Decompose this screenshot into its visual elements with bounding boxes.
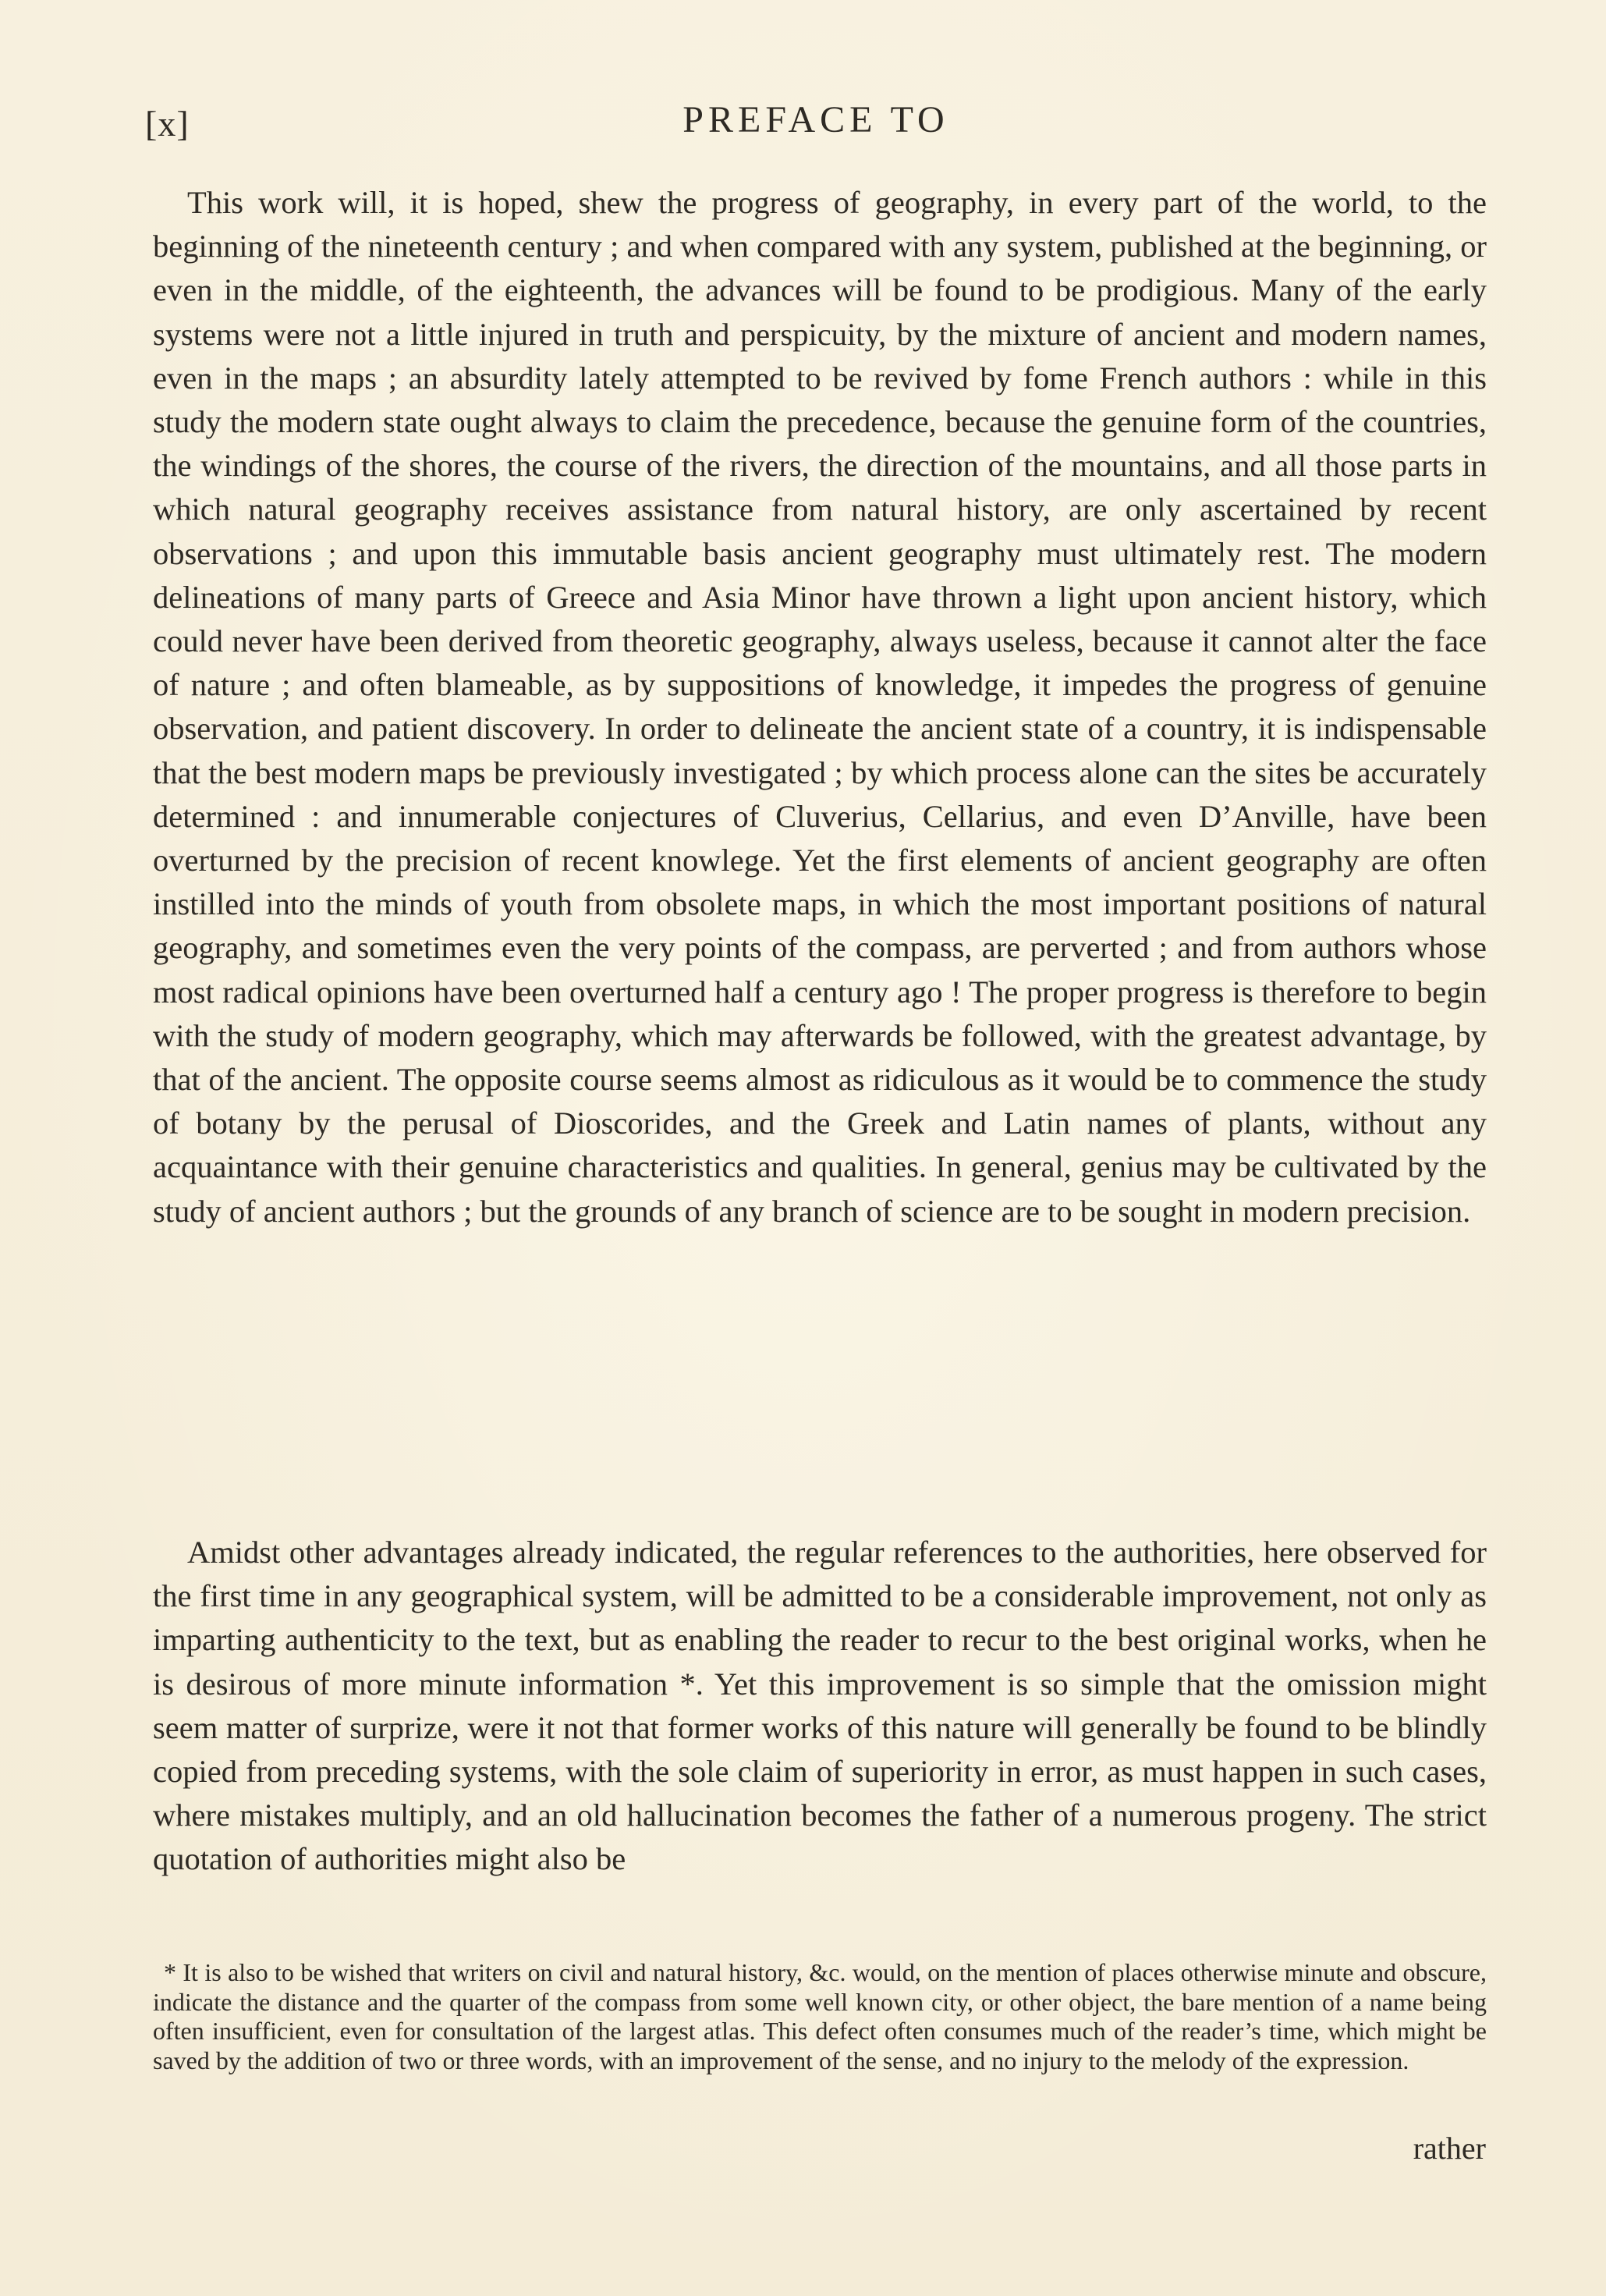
body-paragraph: This work will, it is hoped, shew the progress of geography, in every part of the world, to the beginning of the nineteenth century ; and when compared with any system, published at the beginning, or even in the middle, of the eighteenth, the advances will be found to be prodigious. Many of the early systems were not a little injured in truth and perspicuity, by the mixture of ancient and modern names, even in the maps ; an absurdity lately attempted to be revived by fome French authors : while in this study the modern state ought always to claim the precedence, because the genuine form of the countries, the windings of the shores, the course of the rivers, the direction of the mountains, and all those parts in which natural geography receives assistance from natural history, are only ascertained by recent observations ; and upon this immutable basis ancient geography must ultimately rest. The modern delineations of many parts of Greece and Asia Minor have thrown a light upon ancient history, which could never have been derived from theoretic geography, always useless, because it cannot alter the face of nature ; and often blameable, as by suppositions of knowledge, it impedes the progress of genuine observation, and patient discovery. In order to delineate the ancient state of a country, it is indispensable that the best modern maps be previously investigated ; by which process alone can the sites be accurately determined : and innumerable conjectures of Cluverius, Cellarius, and even D’Anville, have been overturned by the precision of recent knowlege. Yet the first elements of ancient geography are often instilled into the minds of youth from obsolete maps, in which the most important positions of natural geography, and sometimes even the very points of the compass, are perverted ; and from authors whose most radical opinions have been overturned half a century ago ! The proper progress is therefore to begin with the study of modern geography, which may afterwards be followed, with the greatest advantage, by that of the ancient. The opposite course seems almost as ridiculous as it would be to commence the study of botany by the perusal of Dioscorides, and the Greek and Latin names of plants, without any acquaintance with their genuine characteristics and qualities. In general, genius may be cultivated by the study of ancient authors ; but the grounds of any branch of science are to be sought in modern precision. bbox=[153, 185, 1487, 1229]
catchword: rather bbox=[1413, 2131, 1486, 2166]
body-paragraph: Amidst other advantages already indicated, the regular references to the authorities, here observed for the first time in any geographical system, will be admitted to be a considerable improvement, not only as imparting authenticity to the text, but as enabling the reader to recur to the best original works, when he is desirous of more minute information *. Yet this improvement is so simple that the omission might seem matter of surprize, were it not that former works of this nature will generally be found to be blindly copied from preceding systems, with the sole claim of superiority in error, as must happen in such cases, where mistakes multiply, and an old hallucination becomes the father of a numerous progeny. The strict quotation of authorities might also be bbox=[153, 1535, 1487, 1877]
page-number: [x] bbox=[145, 104, 190, 144]
running-title: PREFACE TO bbox=[682, 99, 949, 140]
footnote: * It is also to be wished that writers on civil and natural history, &c. would, on the mention of places otherwise minute and obscure, indicate the distance and the quarter of the compass from some well known city, or other object, the bare mention of a name being often insufficient, even for consultation of the largest atlas. This defect often consumes much of the reader’s time, which might be saved by the addition of two or three words, with an improvement of the sense, and no injury to the melody of the expression. bbox=[153, 1958, 1487, 2074]
page-header bbox=[145, 92, 1487, 154]
